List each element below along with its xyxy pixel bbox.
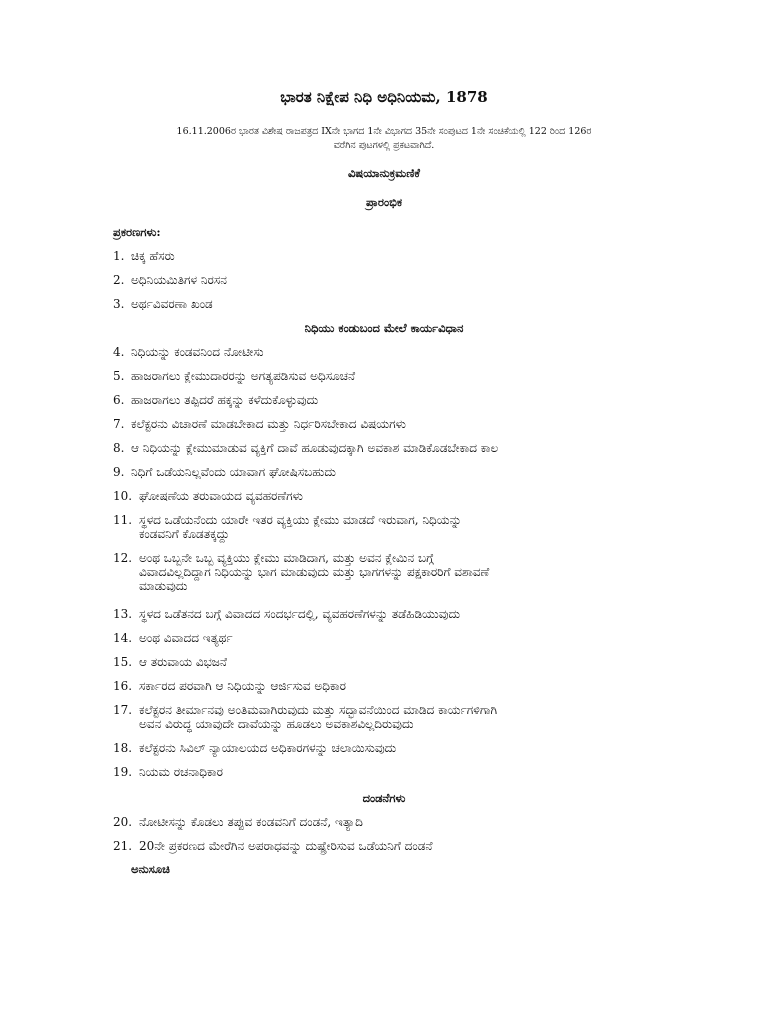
item-text-continued: ಕಂಡವನಿಗೆ ಕೊಡತಕ್ಕದ್ದು bbox=[139, 527, 230, 541]
item-text: ಆ ತರುವಾಯ ವಿಭಜನೆ bbox=[139, 655, 228, 669]
item-text-continued: ವಿವಾದವಿಲ್ಲದಿದ್ದಾಗ ನಿಧಿಯನ್ನು ಭಾಗ ಮಾಡುವುದು ಮತ್ತು ಭಾಗಗಳನ್ನು ಪಕ್ಷಕಾರರಿಗೆ ವಶಾವಣೆ bbox=[139, 565, 490, 579]
item-text: ಅಂಥ ಒಬ್ಬನೇ ಒಬ್ಬ ವ್ಯಕ್ತಿಯು ಕ್ಲೇಮು ಮಾಡಿದಾಗ, ಮತ್ತು ಅವನ ಕ್ಲೇಮಿನ ಬಗ್ಗೆ bbox=[139, 551, 434, 565]
item-number: 6. bbox=[113, 393, 125, 407]
list-item bbox=[113, 441, 658, 455]
item-text: ಹಾಜರಾಗಲು ತಪ್ಪಿದರೆ ಹಕ್ಕನ್ನು ಕಳೆದುಕೊಳ್ಳುವುದು bbox=[131, 393, 319, 407]
item-number: 15. bbox=[113, 655, 133, 669]
item-number: 1. bbox=[113, 249, 125, 263]
item-number: 9. bbox=[113, 465, 125, 479]
list-item bbox=[113, 551, 658, 593]
list-item bbox=[113, 741, 658, 755]
item-number: 4. bbox=[113, 345, 125, 359]
list-item bbox=[113, 393, 658, 407]
item-text: ಕಲೆಕ್ಟರನು ವಿಚಾರಣೆ ಮಾಡಬೇಕಾದ ಮತ್ತು ನಿರ್ಧರಿಸಬೇಕಾದ ವಿಷಯಗಳು bbox=[131, 417, 406, 431]
item-text: ಸ್ಥಳದ ಒಡೆಯನೆಂದು ಯಾರೇ ಇತರ ವ್ಯಕ್ತಿಯು ಕ್ಲೇಮು ಮಾಡದೆ ಇರುವಾಗ, ನಿಧಿಯನ್ನು bbox=[139, 513, 462, 527]
list-item bbox=[113, 417, 658, 431]
item-number: 20. bbox=[113, 815, 133, 829]
item-text: ನಿಧಿಗೆ ಒಡೆಯನಿಲ್ಲವೆಂದು ಯಾವಾಗ ಘೋಷಿಸಬಹುದು bbox=[131, 465, 336, 479]
list-item bbox=[113, 703, 658, 731]
list-item bbox=[113, 815, 658, 829]
item-text-continued-2: ಮಾಡುವುದು bbox=[139, 579, 188, 593]
item-text: ಚಿಕ್ಕ ಹೆಸರು bbox=[131, 249, 175, 263]
item-text: ಆ ನಿಧಿಯನ್ನು ಕ್ಲೇಮುಮಾಡುವ ವ್ಯಕ್ತಿಗೆ ದಾವೆ ಹೂಡುವುದಕ್ಕಾಗಿ ಅವಕಾಶ ಮಾಡಿಕೊಡಬೇಕಾದ ಕಾಲ bbox=[131, 441, 499, 455]
item-number: 17. bbox=[113, 703, 133, 717]
item-text: ನಿಯಮ ರಚನಾಧಿಕಾರ bbox=[139, 765, 223, 779]
list-item bbox=[113, 345, 658, 359]
list-item bbox=[113, 369, 658, 383]
item-number: 18. bbox=[113, 741, 133, 755]
list-item bbox=[113, 679, 658, 693]
item-number: 2. bbox=[113, 273, 125, 287]
sections-label: ಪ್ರಕರಣಗಳು: bbox=[113, 225, 161, 239]
list-item bbox=[113, 765, 658, 779]
list-item bbox=[113, 489, 658, 503]
item-text: ಘೋಷಣೆಯ ತರುವಾಯದ ವ್ಯವಹರಣೆಗಳು bbox=[139, 489, 303, 503]
item-number: 5. bbox=[113, 369, 125, 383]
procedure-heading: ನಿಧಿಯು ಕಂಡುಬಂದ ಮೇಲೆ ಕಾರ್ಯವಿಧಾನ bbox=[304, 321, 464, 335]
item-text: ಸ್ಥಳದ ಒಡೆತನದ ಬಗ್ಗೆ ವಿವಾದದ ಸಂದರ್ಭದಲ್ಲಿ, ವ್ಯವಹರಣೆಗಳನ್ನು ತಡೆಹಿಡಿಯುವುದು bbox=[139, 607, 461, 621]
item-text: ಅರ್ಥವಿವರಣಾ ಖಂಡ bbox=[131, 297, 213, 311]
schedule-label: ಅನುಸೂಚಿ bbox=[131, 862, 170, 876]
item-text: ನೋಟೀಸನ್ನು ಕೊಡಲು ತಪ್ಪುವ ಕಂಡವನಿಗೆ ದಂಡನೆ, ಇತ್ಯಾದಿ bbox=[139, 815, 363, 829]
item-number: 3. bbox=[113, 297, 125, 311]
item-number: 16. bbox=[113, 679, 133, 693]
item-text: ನಿಧಿಯನ್ನು ಕಂಡವನಿಂದ ನೋಟೀಸು bbox=[131, 345, 264, 359]
item-number: 14. bbox=[113, 631, 133, 645]
item-number: 10. bbox=[113, 489, 133, 503]
list-item bbox=[113, 249, 658, 263]
contents-heading: ವಿಷಯಾನುಕ್ರಮಣಿಕೆ bbox=[347, 166, 421, 180]
item-text-continued: ಅವನ ವಿರುದ್ಧ ಯಾವುದೇ ದಾವೆಯನ್ನು ಹೂಡಲು ಅವಕಾಶವಿಲ್ಲದಿರುವುದು bbox=[139, 717, 414, 731]
item-text: ಸರ್ಕಾರದ ಪರವಾಗಿ ಆ ನಿಧಿಯನ್ನು ಆರ್ಜಿಸುವ ಅಧಿಕಾರ bbox=[139, 679, 346, 693]
penalties-heading: ದಂಡನೆಗಳು bbox=[362, 791, 406, 805]
item-text: ಕಲೆಕ್ಟರನು ಸಿವಿಲ್ ನ್ಯಾಯಾಲಯದ ಅಧಿಕಾರಗಳನ್ನು ಚಲಾಯಿಸುವುದು bbox=[139, 741, 397, 755]
item-number: 21. bbox=[113, 839, 133, 853]
list-item bbox=[113, 607, 658, 621]
item-number: 7. bbox=[113, 417, 125, 431]
preliminary-heading: ಪ್ರಾರಂಭಿಕ bbox=[365, 195, 403, 209]
item-text: 20ನೇ ಪ್ರಕರಣದ ಮೇರೆಗಿನ ಅಪರಾಧವನ್ನು ದುಷ್ಪ್ರೇರಿಸುವ ಒಡೆಯನಿಗೆ ದಂಡನೆ bbox=[139, 839, 433, 853]
publication-note-line-2: ವರೆಗಿನ ಪುಟಗಳಲ್ಲಿ ಪ್ರಕಟವಾಗಿದೆ. bbox=[333, 140, 435, 151]
list-item bbox=[113, 465, 658, 479]
item-number: 19. bbox=[113, 765, 133, 779]
item-number: 12. bbox=[113, 551, 133, 565]
item-text: ಅಂಥ ವಿವಾದದ ಇತ್ಯರ್ಥ bbox=[139, 631, 233, 645]
list-item bbox=[113, 273, 658, 287]
publication-note bbox=[118, 125, 650, 153]
list-item bbox=[113, 655, 658, 669]
item-number: 13. bbox=[113, 607, 133, 621]
item-number: 8. bbox=[113, 441, 125, 455]
item-text: ಹಾಜರಾಗಲು ಕ್ಲೇಮುದಾರರನ್ನು ಅಗತ್ಯಪಡಿಸುವ ಅಧಿಸೂಚನೆ bbox=[131, 369, 356, 383]
document-title: ಭಾರತ ನಿಕ್ಷೇಪ ನಿಧಿ ಅಧಿನಿಯಮ, 1878 bbox=[280, 88, 488, 106]
list-item bbox=[113, 631, 658, 645]
publication-note-line-1: 16.11.2006ರ ಭಾರತ ವಿಶೇಷ ರಾಜಪತ್ರದ IXನೇ ಭಾಗದ 1ನೇ ವಿಭಾಗದ 35ನೇ ಸಂಪುಟದ 1ನೇ ಸಂಚಿಕೆಯಲ್ಲಿ 122 ರಿಂದ 126ರ bbox=[176, 126, 592, 137]
item-text: ಅಧಿನಿಯಮಿತಿಗಳ ನಿರಸನ bbox=[131, 273, 227, 287]
item-number: 11. bbox=[113, 513, 133, 527]
list-item bbox=[113, 297, 658, 311]
list-item bbox=[113, 513, 658, 541]
list-item bbox=[113, 839, 658, 853]
item-text: ಕಲೆಕ್ಟರನ ತೀರ್ಮಾನವು ಅಂತಿಮವಾಗಿರುವುದು ಮತ್ತು ಸದ್ಭಾವನೆಯಿಂದ ಮಾಡಿದ ಕಾರ್ಯಗಳಿಗಾಗಿ bbox=[139, 703, 498, 717]
